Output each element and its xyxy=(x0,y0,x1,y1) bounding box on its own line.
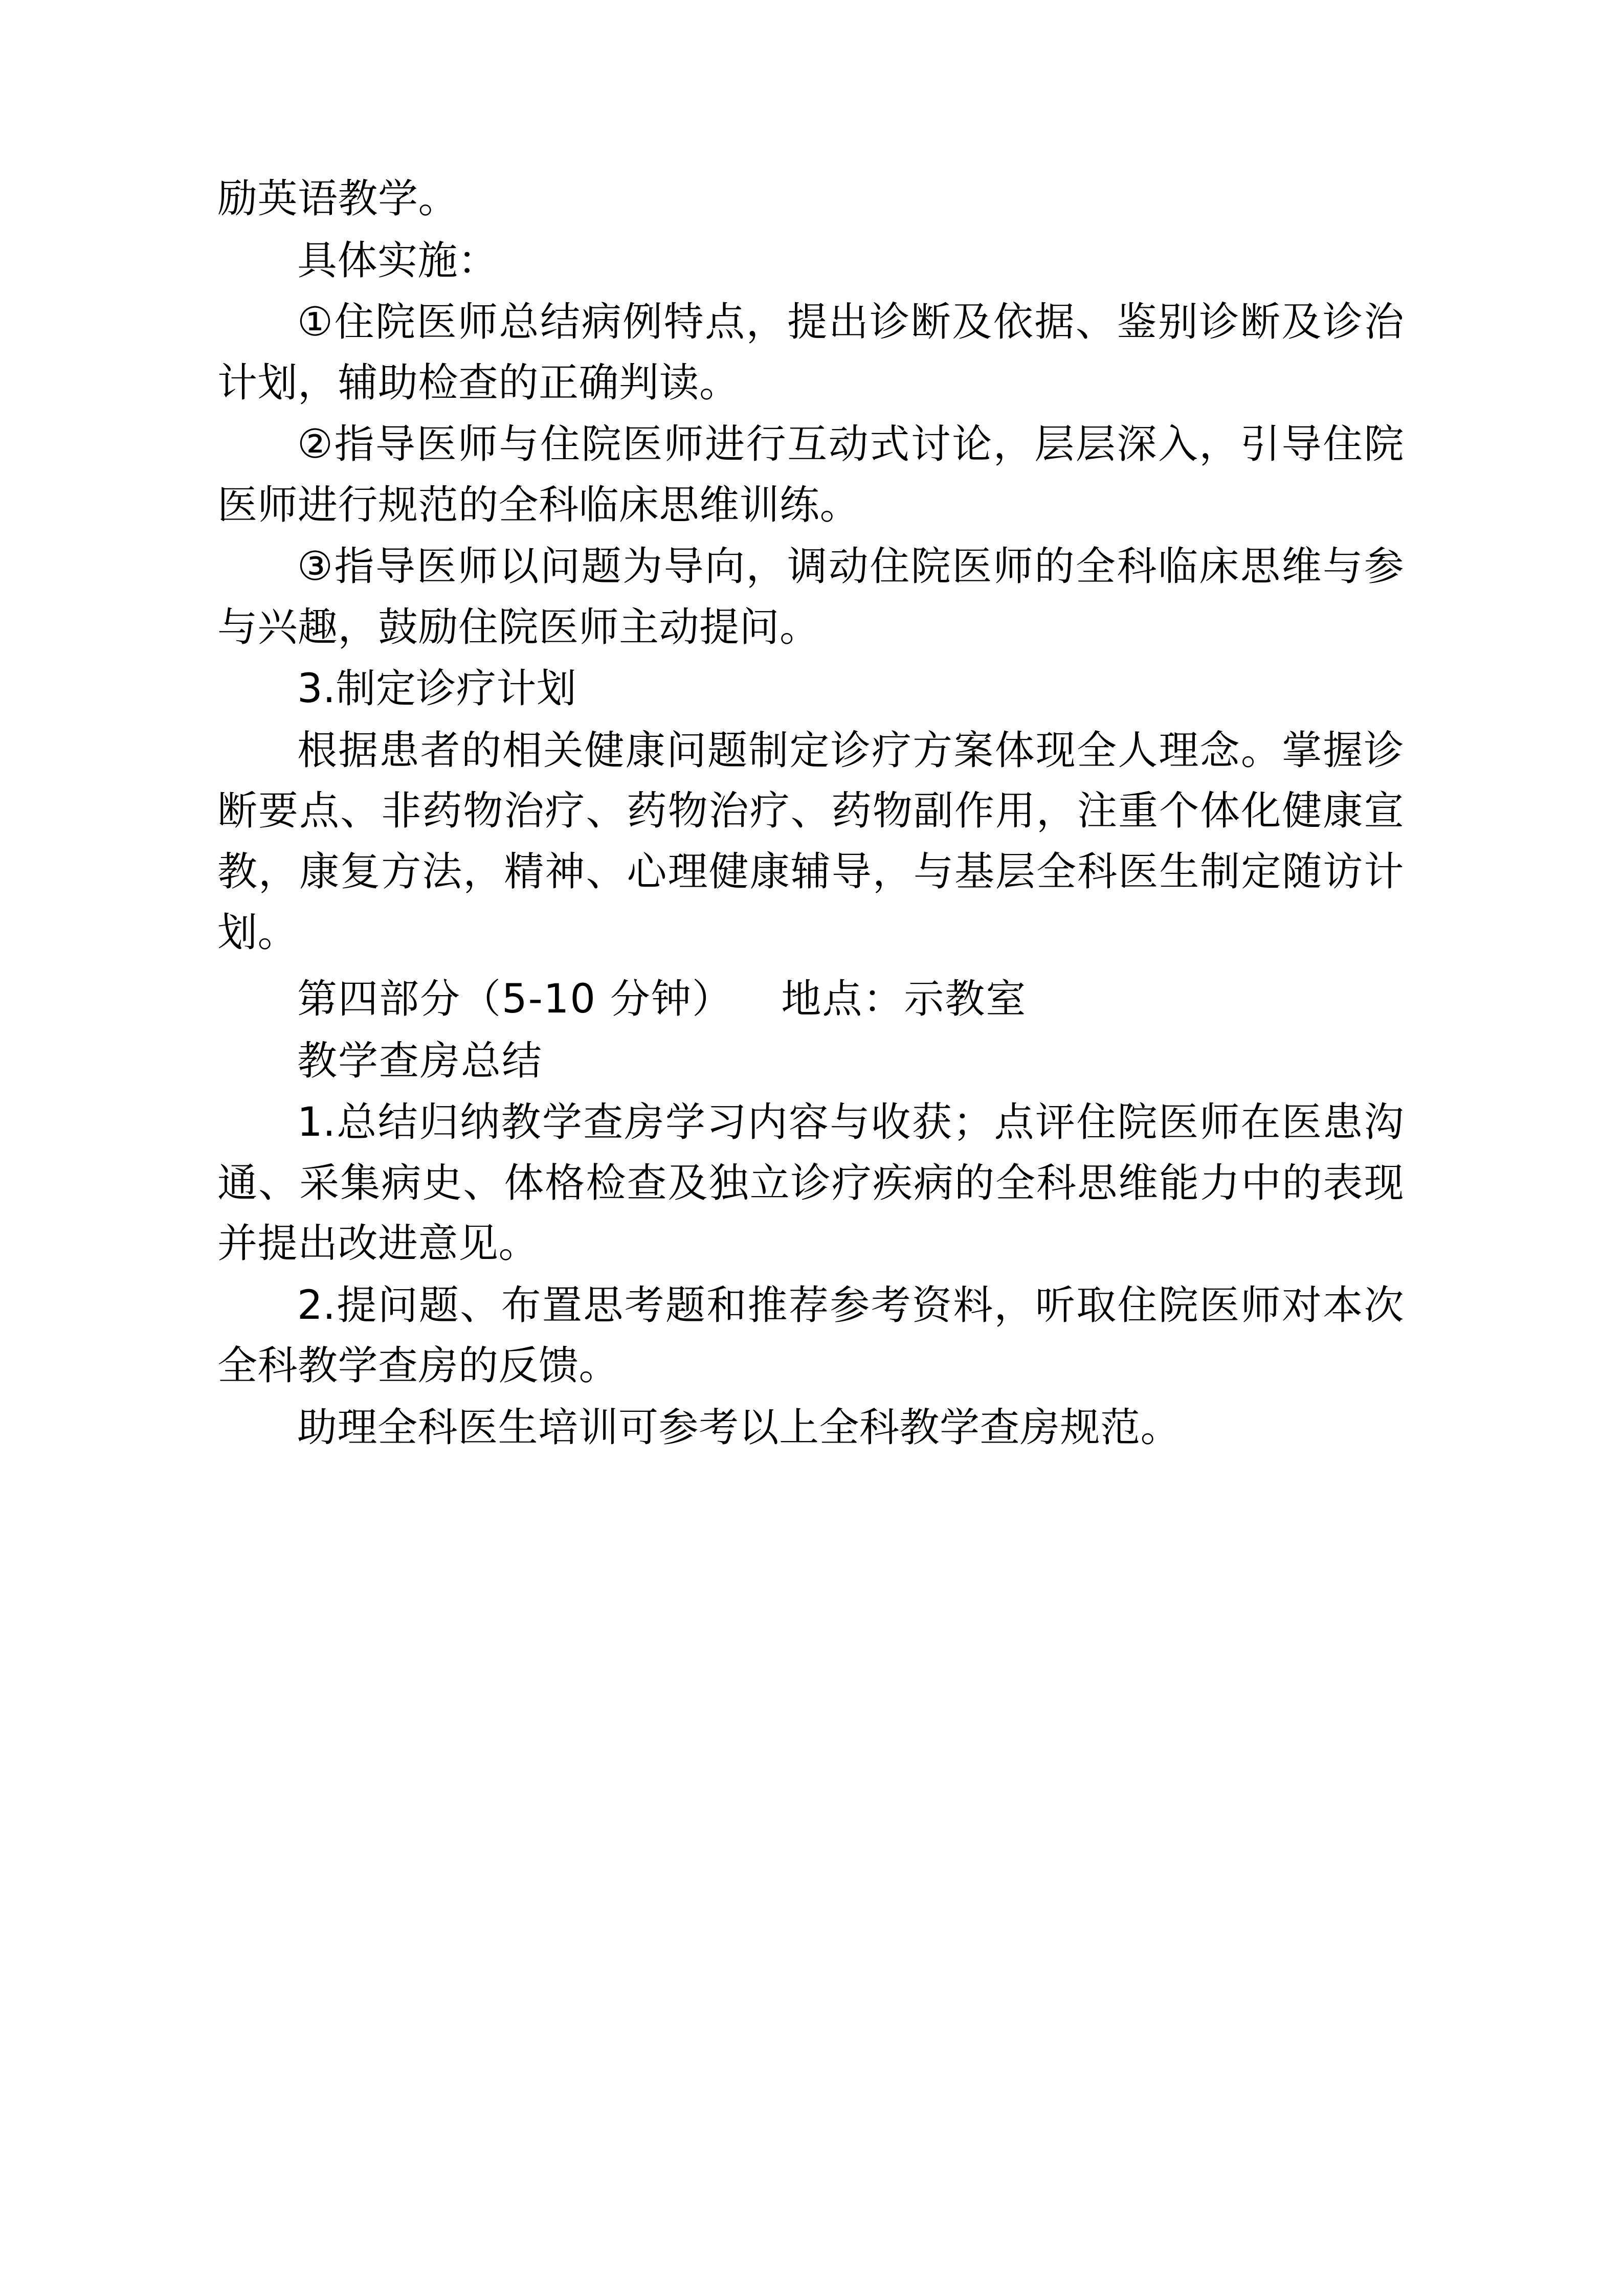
paragraph-treatment-plan: 根据患者的相关健康问题制定诊疗方案体现全人理念。掌握诊断要点、非药物治疗、药物治疗、药物副作用，注重个体化健康宣教，康复方法，精神、心理健康辅导，与基层全科医生制定随访计划。 xyxy=(217,727,1404,956)
paragraph-summary-item-1: 1.总结归纳教学查房学习内容与收获；点评住院医师在医患沟通、采集病史、体格检查及独立诊疗疾病的全科思维能力中的表现并提出改进意见。 xyxy=(217,1099,1404,1267)
spacer xyxy=(217,964,1404,969)
paragraph-closing-note: 助理全科医生培训可参考以上全科教学查房规范。 xyxy=(297,1404,1181,1451)
heading-3-treatment-plan: 3.制定诊疗计划 xyxy=(297,666,577,712)
heading-part-four: 第四部分（5-10 分钟） 地点：示教室 xyxy=(297,976,1027,1023)
paragraph-item-3: ③指导医师以问题为导向，调动住院医师的全科临床思维与参与兴趣，鼓励住院医师主动提问。 xyxy=(217,544,1404,650)
paragraph-summary-item-2: 2.提问题、布置思考题和推荐参考资料，听取住院医师对本次全科教学查房的反馈。 xyxy=(217,1282,1404,1389)
heading-teaching-round-summary: 教学查房总结 xyxy=(297,1038,543,1084)
document-body xyxy=(217,169,1404,1459)
paragraph-specific-implementation-heading: 具体实施： xyxy=(297,237,498,284)
paragraph-item-2: ②指导医师与住院医师进行互动式讨论，层层深入，引导住院医师进行规范的全科临床思维训练。 xyxy=(217,421,1404,528)
paragraph-line-continued: 励英语教学。 xyxy=(217,176,459,222)
paragraph-item-1: ①住院医师总结病例特点，提出诊断及依据、鉴别诊断及诊治计划，辅助检查的正确判读。 xyxy=(217,299,1404,406)
